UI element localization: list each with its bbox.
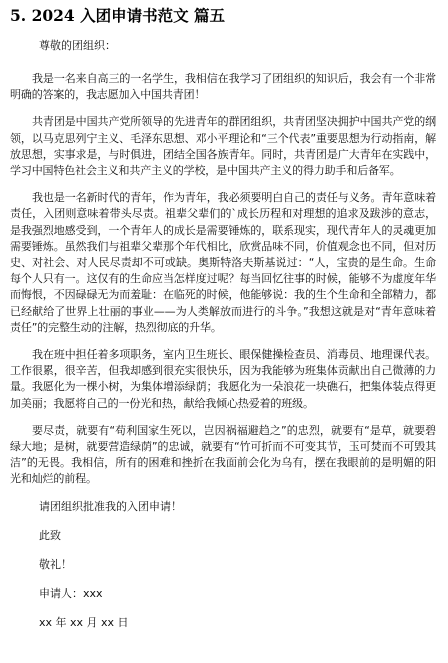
- paragraph-class-duties: 我在班中担任着多项职务，室内卫生班长、眼保健操检查员、消毒员、地理课代表。工作很累，很辛苦，但我却感到很充实很快乐，因为我能够为班集体贡献出自己微薄的力量。我愿化为一棵小树，为集体增添绿荫；我愿化为一朵浪花一块礁石，把集体装点得更加美丽；我愿将自己的一份光和热，献给我倾心热爱着的班级。: [10, 348, 436, 410]
- application-date: xx 年 xx 月 xx 日: [39, 615, 129, 629]
- paragraph-commitment: 要尽责，就要有“苟利国家生死以，岂因祸福避趋之”的忠烈，就要有“是草，就要碧绿大地；是树，就要营造绿荫”的忠诚，就要有“竹可折而不可变其节，玉可焚而不可毁其洁”的无畏。我相信，所有的困难和挫折在我面前会化为乌有，摆在我眼前的是明媚的阳光和灿烂的前程。: [10, 423, 436, 486]
- paragraph-intro: 我是一名来自高三的一名学生，我相信在我学习了团组织的知识后，我会有一个非常明确的答案的，我志愿加入中国共青团！: [10, 72, 436, 102]
- closing-jingli: 敬礼！: [39, 557, 72, 571]
- document-title: 5. 2024 入团申请书范文 篇五: [10, 6, 226, 25]
- closing-request: 请团组织批准我的入团申请！: [39, 499, 182, 513]
- salutation: 尊敬的团组织：: [39, 39, 116, 52]
- applicant-signature: 申请人：xxx: [39, 586, 103, 600]
- paragraph-youth-responsibility: 我也是一名新时代的青年，作为青年，我必须要明白自己的责任与义务。青年意味着责任，入团则意味着带头尽责。祖辈父辈们的`成长历程和对理想的追求及跋涉的意志，是我强烈地感受到，一个青年人的成长是需要锤炼的，联系现实，现代青年人的灵魂更加需要锤炼。虽然我们与祖辈父辈那个年代相比，欣赏品味不同，价值观念也不同，但对历史、对社会、对人民尽责却不可或缺。奥斯特洛夫斯基说过：“人，宝贵的是生命。生命每个人只有一。这仅有的生命应当怎样度过呢？每当回忆往事的时候，能够不为虚度年华而悔恨，不因碌碌无为而羞耻：在临死的时候，他能够说：我的生个生命和全部精力，都已经献给了世界上壮丽的事业——为人类解放而进行的斗争。”我想这就是对“青年意味着责任”的完整生动的注解，热烈彻底的升华。: [10, 191, 436, 334]
- paragraph-league-definition: 共青团是中国共产党所领导的先进青年的群团组织，共青团坚决拥护中国共产党的纲领，以马克思列宁主义、毛泽东思想、邓小平理论和“三个代表”重要思想为行动指南，解放思想，实事求是，与时俱进，团结全国各族青年。同时，共青团是广大青年在实践中，学习中国特色社会主义和共产主义的学校，是中国共产主义的得力助手和后备军。: [10, 115, 436, 178]
- closing-cizhi: 此致: [39, 528, 61, 542]
